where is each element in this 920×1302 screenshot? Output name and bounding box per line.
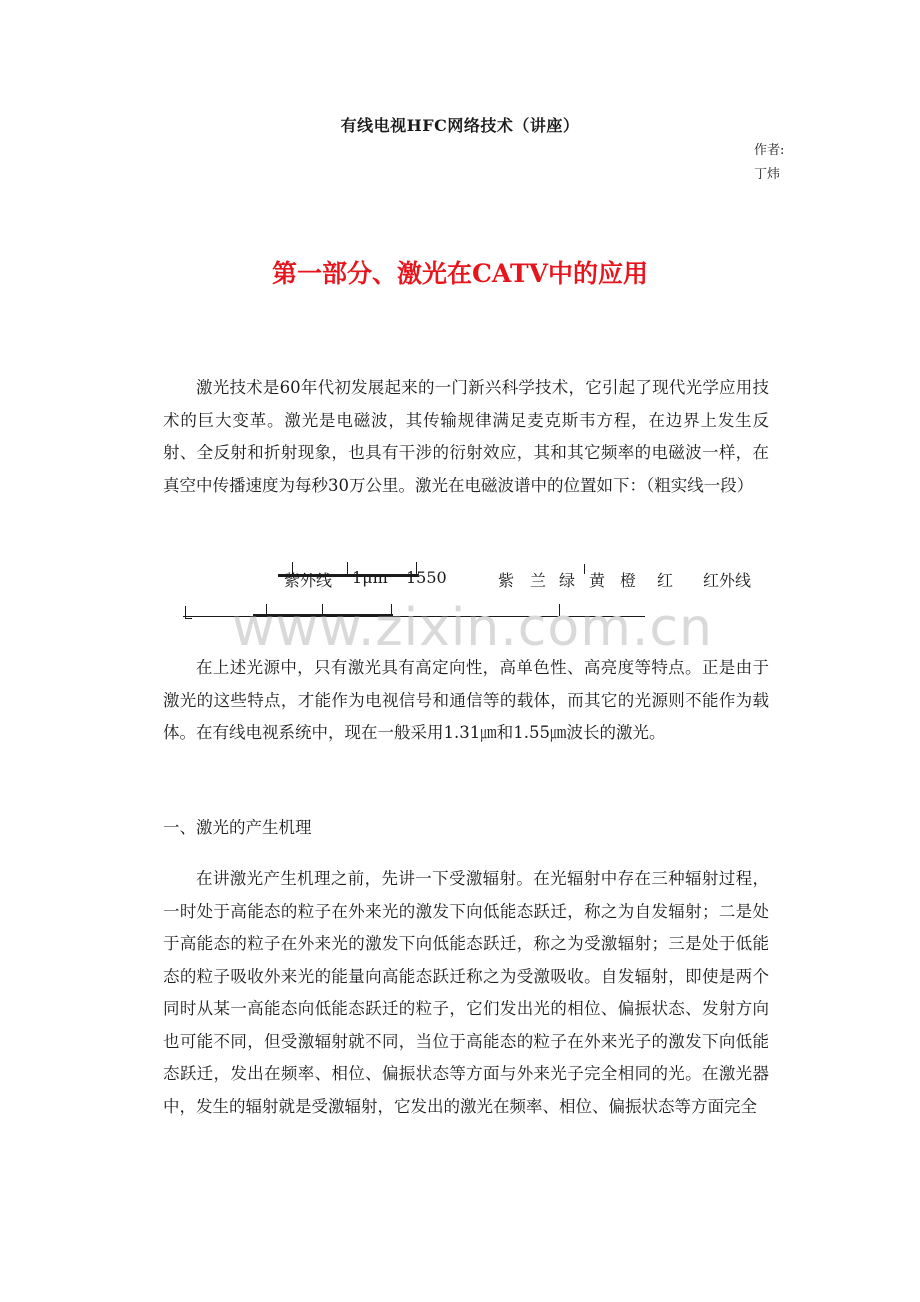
author-label: 作者: [754, 143, 785, 158]
label-red: 红 [657, 571, 674, 590]
paragraph-text: 在上述光源中，只有激光具有高定向性，高单色性、高亮度等特点。正是由于激光的这些特点，才能作为电视信号和通信等的载体，而其它的光源则不能作为载体。在有线电视系统中，现在一般采用1.31㎛和1.55㎛波长的激光。 [163, 658, 769, 742]
spectrum-tick [584, 564, 585, 574]
spectrum-tick [347, 562, 348, 577]
author-name: 丁炜 [754, 167, 781, 182]
label-1550: 1550 [406, 568, 447, 587]
paragraph-text: 在讲激光产生机理之前，先讲一下受激辐射。在光辐射中存在三种辐射过程，一时处于高能态的粒子在外来光的激发下向低能态跃迁，称之为自发辐射；二是处于高能态的粒子在外来光的激发下向低能态跃迁，称之为受激辐射；三是处于低能态的粒子吸收外来光的能量向高能态跃迁称之为受激吸收。自发辐射，即使是两个同时从某一高能态向低能态跃迁的粒子，它们发出光的相位、偏振状态、发射方向也可能不同，但受激辐射就不同，当位于高能态的粒子在外来光子的激发下向低能态跃迁，发出在频率、相位、偏振状态等方面与外来光子完全相同的光。在激光器中，发生的辐射就是受激辐射，它发出的激光在频率、相位、偏振状态等方面完全 [163, 869, 769, 1116]
label-blue: 兰 [530, 571, 547, 590]
section-heading: 第一部分、激光在CATV中的应用 [272, 259, 648, 288]
paragraph-stimulated-emission [163, 863, 769, 1123]
label-violet: 紫 [498, 571, 515, 590]
label-orange: 橙 [620, 571, 637, 590]
label-infrared: 红外线 [703, 571, 752, 590]
paragraph-light-sources [163, 652, 769, 750]
label-green: 绿 [559, 571, 576, 590]
paragraph-intro [163, 372, 769, 502]
paragraph-text: 激光技术是60年代初发展起来的一门新兴科学技术，它引起了现代光学应用技术的巨大变革。激光是电磁波，其传输规律满足麦克斯韦方程，在边界上发生反射、全反射和折射现象，也具有干涉的衍射效应，其和其它频率的电磁波一样，在真空中传播速度为每秒30万公里。激光在电磁波谱中的位置如下：（粗实线一段） [163, 378, 769, 495]
watermark: www.zixin.com.cn [232, 598, 713, 658]
label-yellow: 黄 [589, 571, 606, 590]
label-ultraviolet: 紫外线 [284, 571, 333, 590]
label-1um: 1μm [352, 568, 388, 587]
document-title: 有线电视HFC网络技术（讲座） [340, 116, 580, 135]
subheading-laser-mechanism: 一、激光的产生机理 [163, 818, 312, 837]
spectrum-bracket [185, 606, 192, 619]
